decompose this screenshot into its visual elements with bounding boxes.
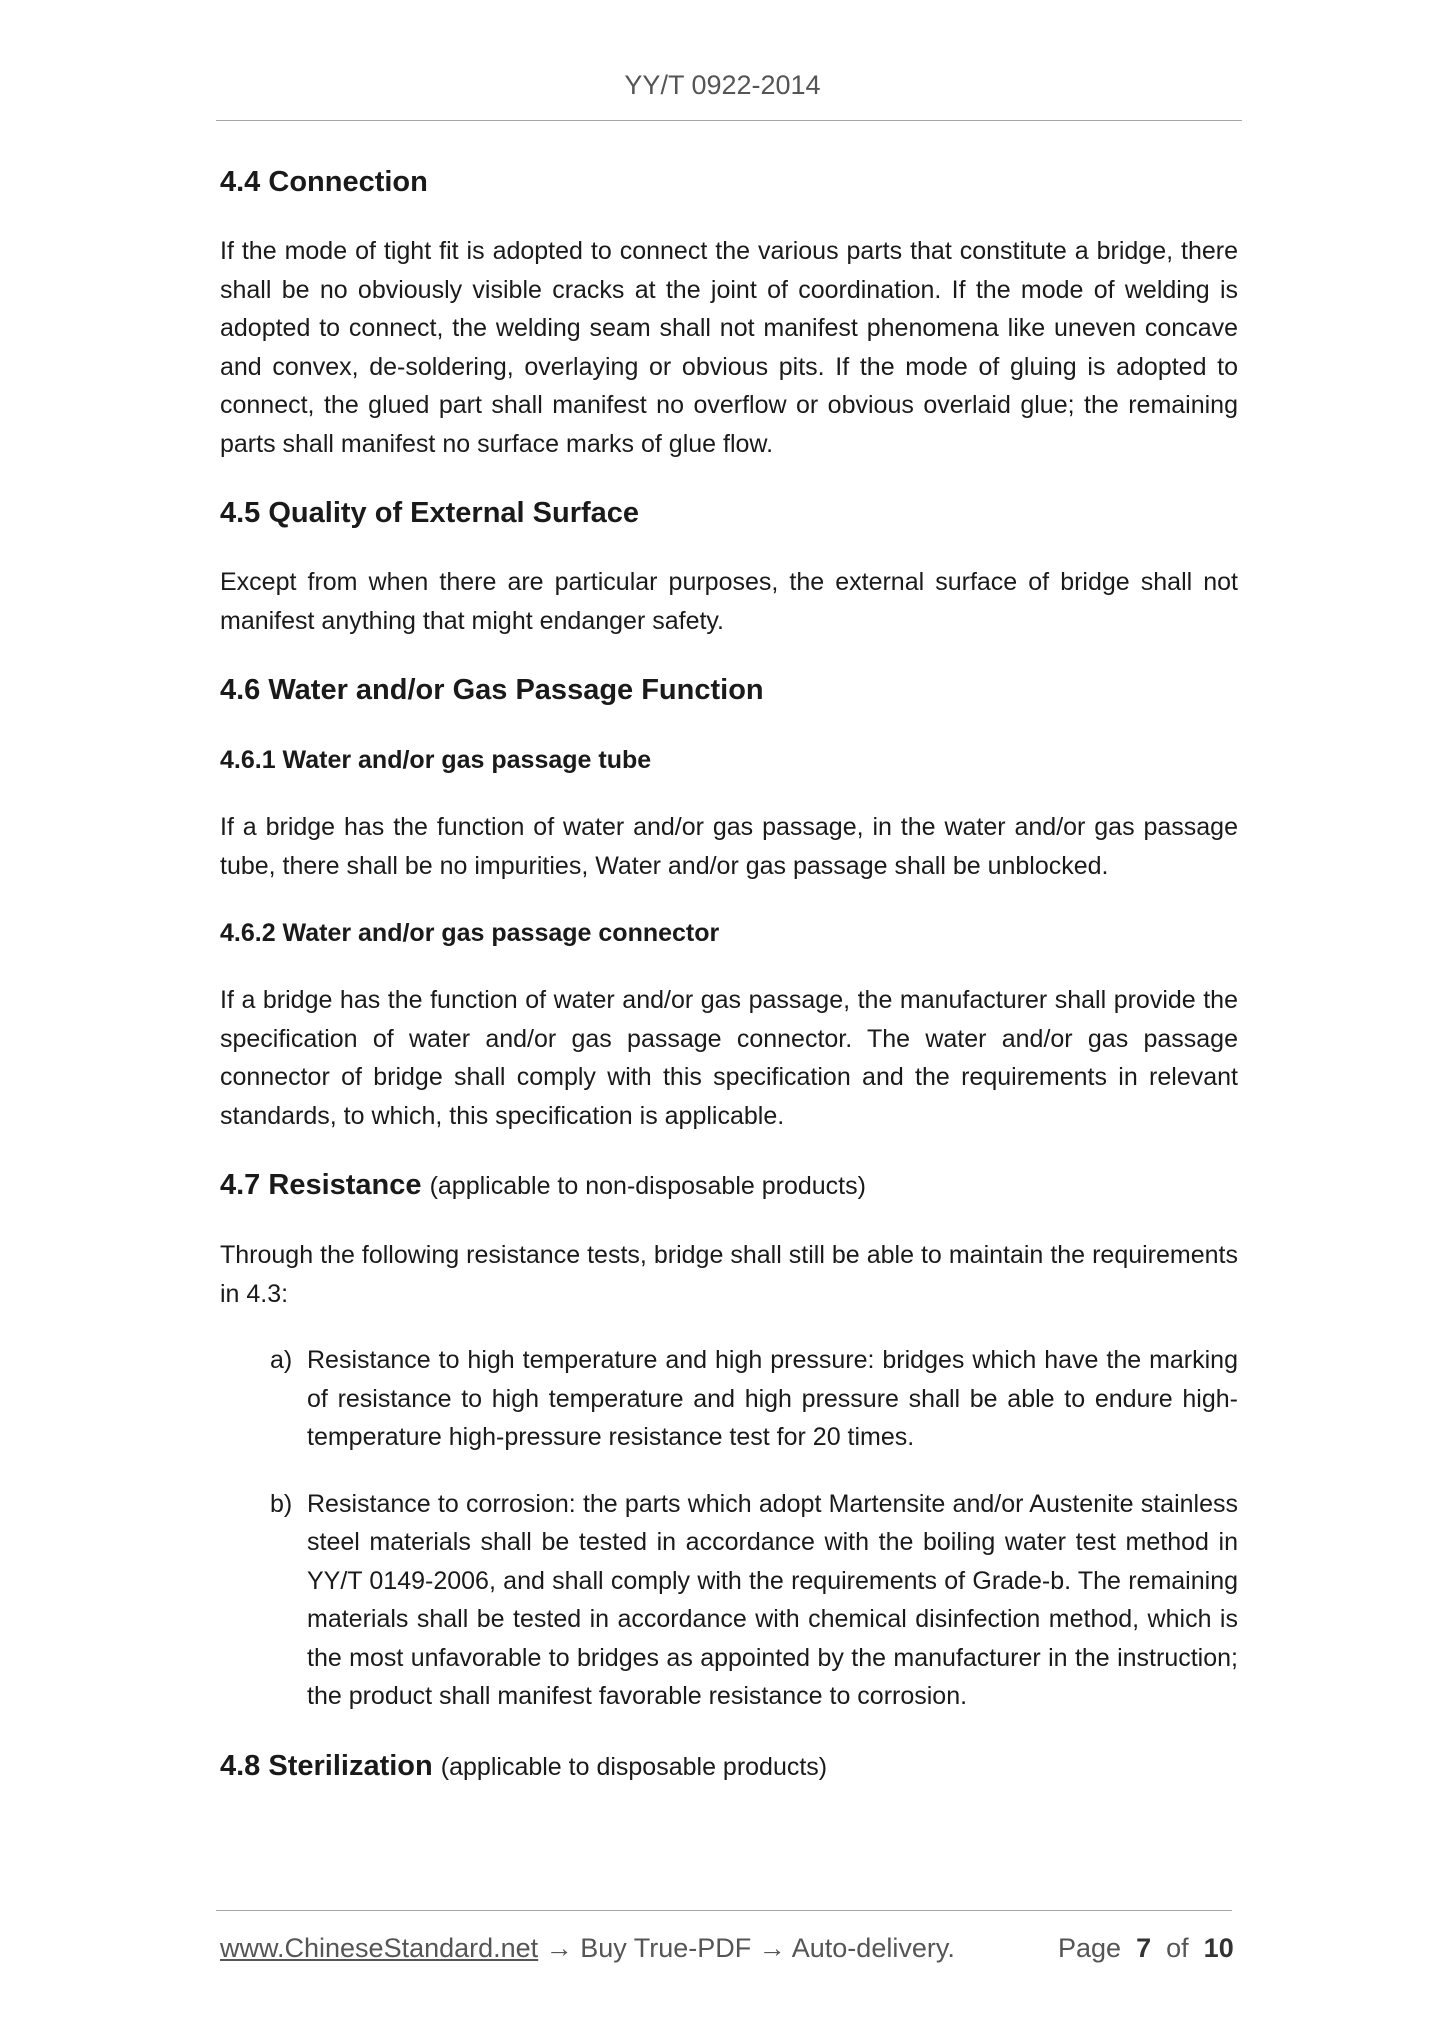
section-4-6-1-heading: 4.6.1 Water and/or gas passage tube	[220, 746, 652, 774]
section-4-4-heading: 4.4 Connection	[220, 166, 428, 198]
footer-arrow-1: →	[538, 1933, 581, 1963]
section-4-8-heading	[220, 1744, 1238, 1789]
footer-buy-text: Buy True-PDF	[580, 1933, 752, 1963]
section-4-6-1-paragraph: If a bridge has the function of water and/or gas passage, in the water and/or gas passage tube, there shall be no impurities, Water and/or gas passage shall be unblocked.	[220, 813, 1238, 880]
document-body	[220, 160, 1238, 1817]
section-4-8-note: (applicable to disposable products)	[440, 1752, 828, 1781]
footer-promo	[220, 1933, 955, 1964]
header-divider	[216, 120, 1242, 121]
list-marker-b: b)	[270, 1489, 293, 1518]
page-total: 10	[1203, 1933, 1234, 1963]
section-4-7-note: (applicable to non-disposable products)	[429, 1172, 866, 1200]
section-4-7-heading	[220, 1163, 1238, 1208]
footer-website-link[interactable]: www.ChineseStandard.net	[220, 1933, 539, 1963]
list-marker-a: a)	[270, 1346, 293, 1374]
list-text-b: Resistance to corrosion: the parts which adopt Martensite and/or Austenite stainless steel materials shall be tested in accordance with the boiling water test method in YY/T 0149-2006, and shall comply with the requirements of Grade-b. The remaining materials shall be tested in accordance with chemical disinfection method, which is the most unfavorable to bridges as appointed by the manufacturer in the instruction; the product shall manifest favorable resistance to corrosion.	[307, 1489, 1238, 1710]
footer-delivery-text: Auto-delivery.	[791, 1933, 955, 1963]
list-text-a: Resistance to high temperature and high pressure: bridges which have the marking of resistance to high temperature and high pressure shall be able to endure high-temperature high-pressure resistance test for 20 times.	[307, 1346, 1238, 1451]
section-4-5-paragraph: Except from when there are particular purposes, the external surface of bridge shall not manifest anything that might endanger safety.	[220, 568, 1238, 635]
section-4-7-intro: Through the following resistance tests, bridge shall still be able to maintain the requirements in 4.3:	[220, 1241, 1238, 1308]
section-4-6-heading: 4.6 Water and/or Gas Passage Function	[220, 674, 764, 706]
document-code-header: YY/T 0922-2014	[624, 70, 821, 100]
section-4-4-paragraph: If the mode of tight fit is adopted to connect the various parts that constitute a bridge, there shall be no obviously visible cracks at the joint of coordination. If the mode of welding is adopted to connect, the welding seam shall not manifest phenomena like uneven concave and convex, de-soldering, overlaying or obvious pits. If the mode of gluing is adopted to connect, the glued part shall manifest no overflow or obvious overlaid glue; the remaining parts shall manifest no surface marks of glue flow.	[220, 237, 1238, 458]
page-label: Page	[1058, 1933, 1122, 1963]
page-of-label: of	[1166, 1933, 1189, 1963]
list-item-a	[220, 1341, 1238, 1457]
section-4-8-title: 4.8 Sterilization	[220, 1749, 433, 1782]
page-number	[1058, 1933, 1234, 1964]
footer-divider	[216, 1910, 1232, 1911]
list-item-b	[220, 1485, 1238, 1716]
section-4-7-title: 4.7 Resistance	[220, 1169, 422, 1201]
page-current: 7	[1136, 1933, 1152, 1963]
section-4-6-2-paragraph: If a bridge has the function of water and/or gas passage, the manufacturer shall provide the specification of water and/or gas passage connector. The water and/or gas passage connector of bridge shall comply with this specification and the requirements in relevant standards, to which, this specification is applicable.	[220, 986, 1238, 1130]
section-4-5-heading: 4.5 Quality of External Surface	[220, 497, 640, 529]
section-4-6-2-heading: 4.6.2 Water and/or gas passage connector	[220, 919, 720, 947]
footer-arrow-2: →	[751, 1933, 792, 1963]
